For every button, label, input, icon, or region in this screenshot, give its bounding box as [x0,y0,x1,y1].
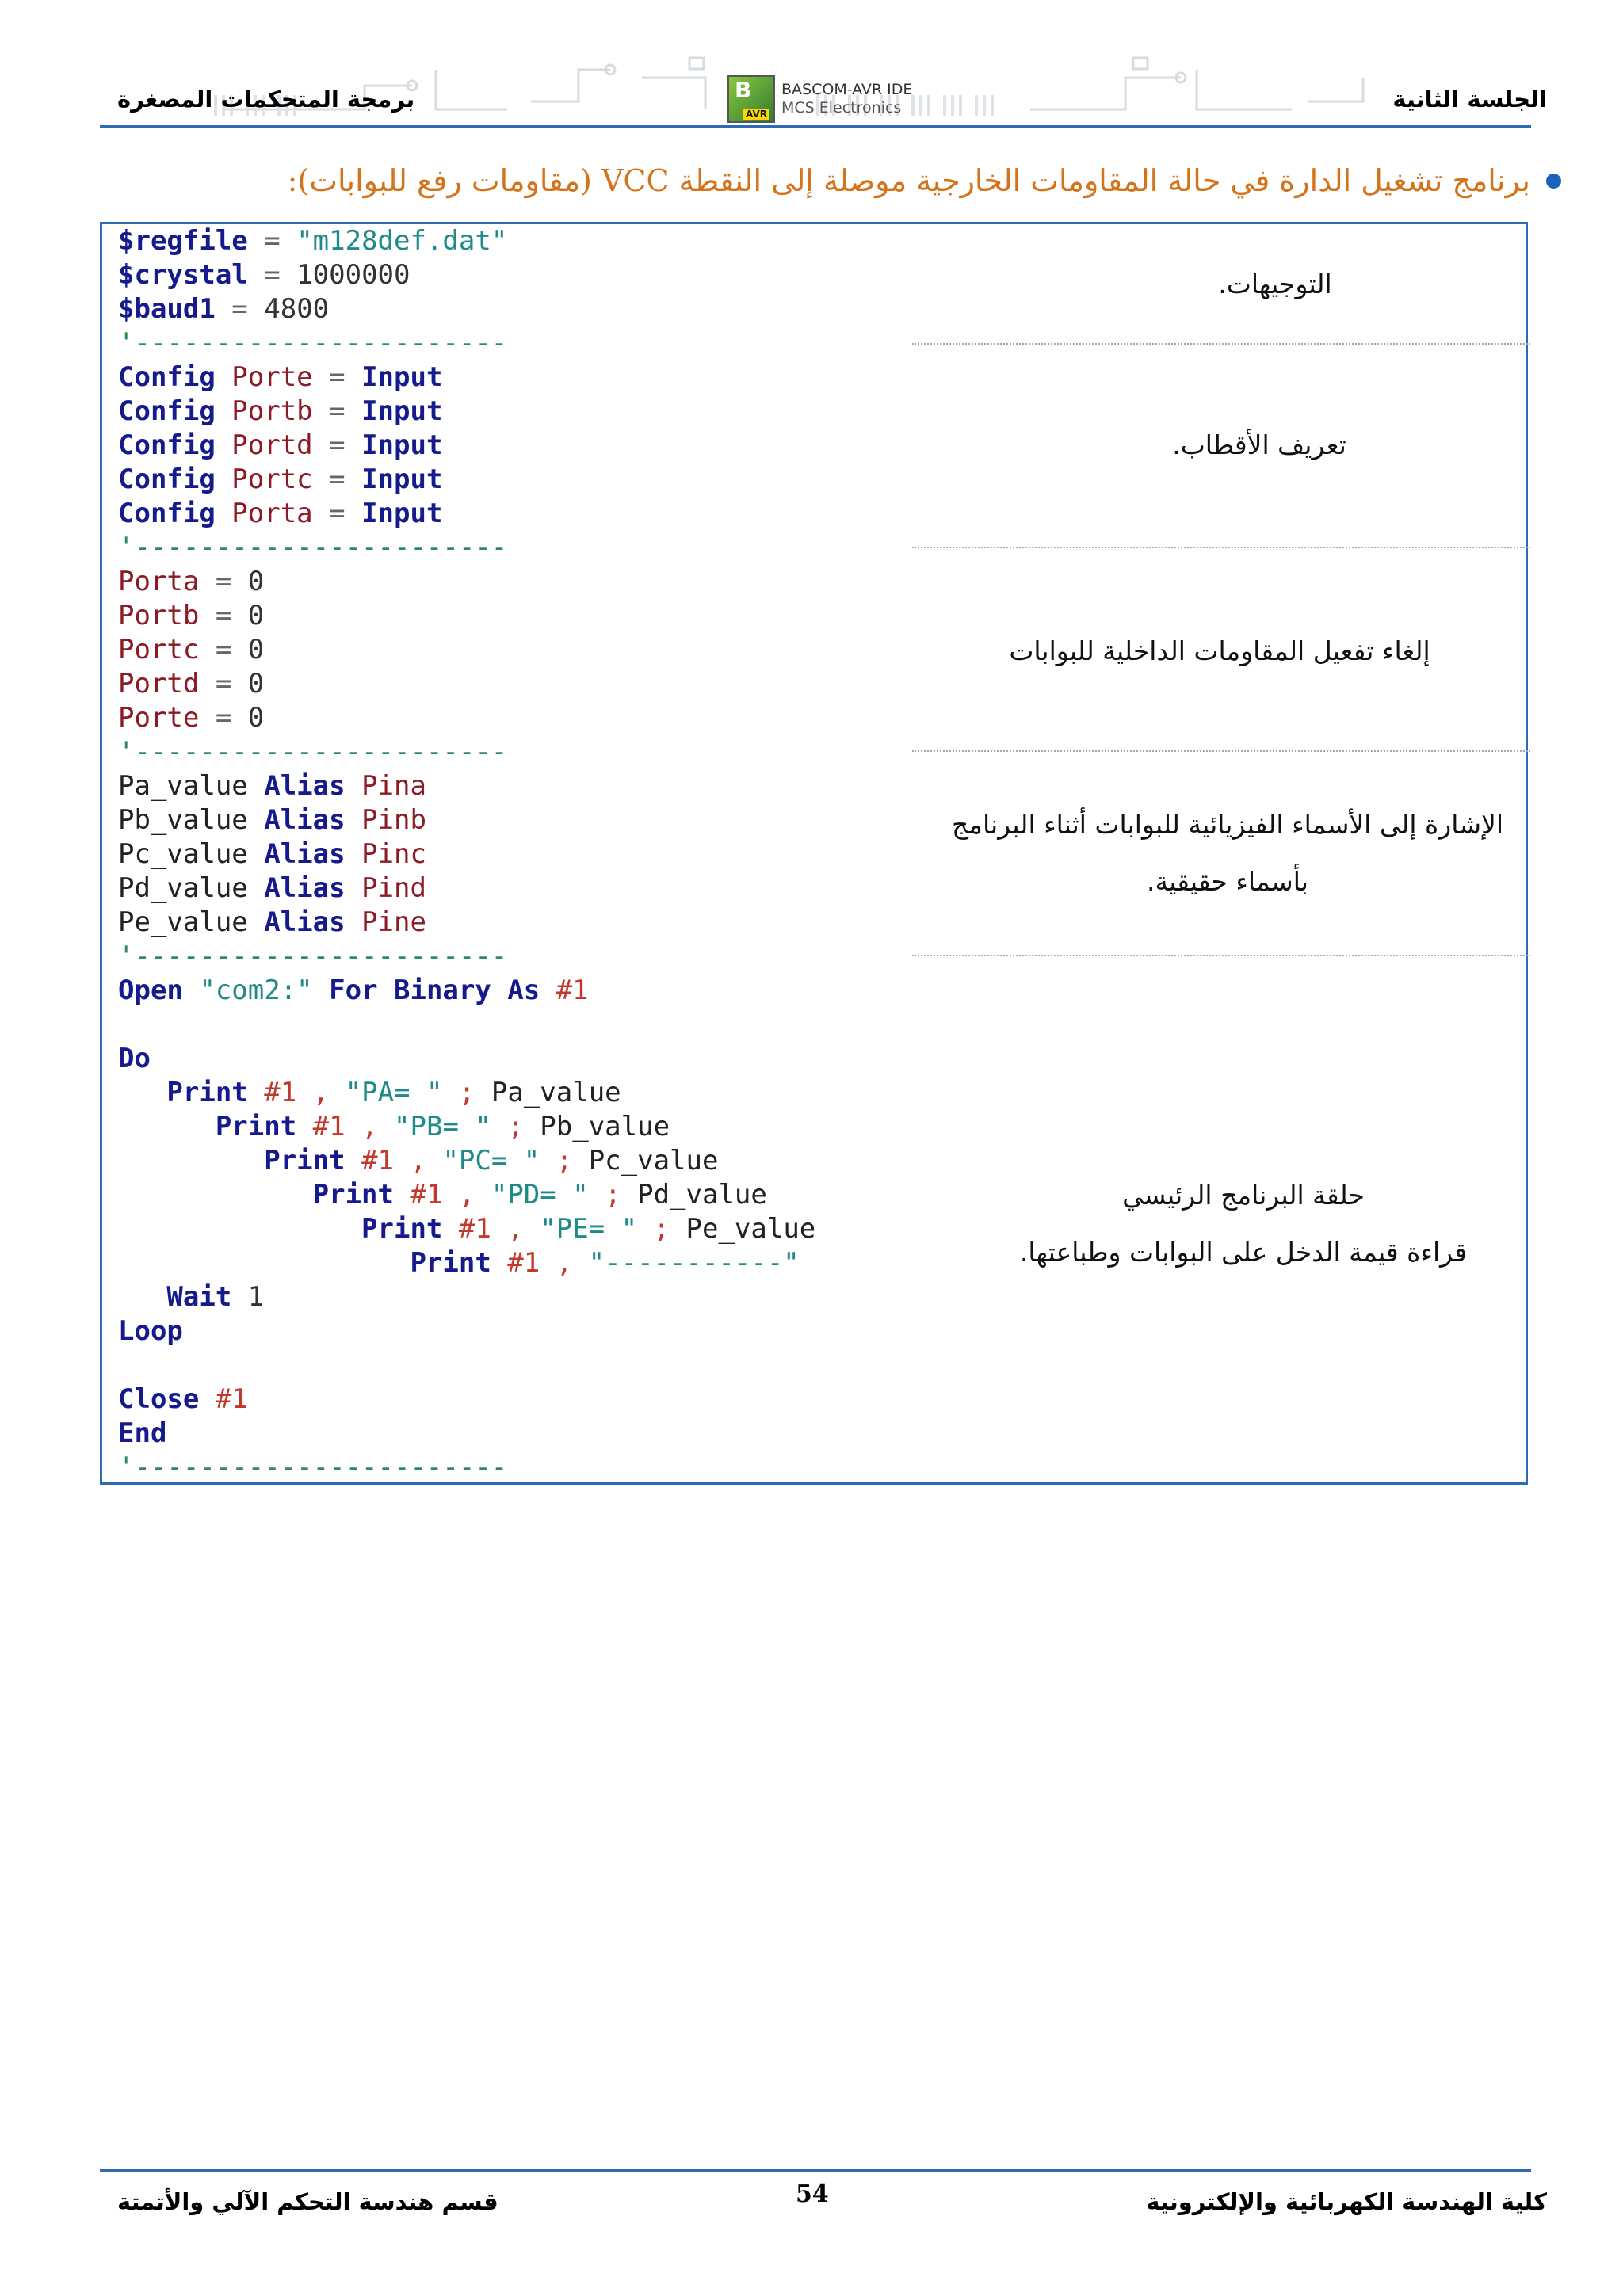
code-line [118,599,815,633]
code-token: Alias [264,770,346,802]
code-token: , [296,1077,346,1108]
code-token: $regfile [118,225,248,257]
code-line [118,1212,815,1246]
code-line [118,360,815,395]
course-title: برمجة المتحكمات المصغرة [117,86,415,113]
code-token: Portc [118,634,200,666]
code-token: = [312,498,362,529]
bascom-logo-icon [727,75,775,123]
note-alias-line-1: الإشارة إلى الأسماء الفيزيائية للبوابات أثناء البرنامج [952,809,1503,840]
code-line [118,1451,815,1485]
code-token: Config [118,395,216,427]
code-token: 0 [247,634,265,666]
code-token: = [199,702,248,734]
code-token: Do [118,1043,151,1074]
footer-divider [100,2169,1531,2172]
code-token: Config [118,498,216,529]
code-line [118,906,815,940]
code-line [118,565,815,599]
logo-badge: AVR [743,109,769,120]
code-token [118,1145,264,1177]
code-token: Pina [345,770,426,802]
code-token: 1000000 [296,259,411,291]
code-token: 0 [247,702,265,734]
department-name: قسم هندسة التحكم الآلي والأتمتة [117,2188,498,2215]
logo-line-1: BASCOM-AVR IDE [781,81,913,98]
code-token: 4800 [264,293,330,325]
code-token: $crystal [118,259,248,291]
code-token [118,1213,361,1245]
code-token: Alias [264,838,346,870]
section-separator [912,343,1530,345]
code-line [118,1417,815,1451]
code-token: = [247,259,297,291]
code-token: Pe_value [685,1213,816,1245]
code-token: '----------------------- [118,327,508,359]
code-token: #1 [199,1383,248,1415]
code-token: Alias [264,906,346,938]
code-token: #1 [394,1179,443,1211]
code-token: Print [166,1077,248,1108]
code-token: , [442,1179,491,1211]
code-line [118,701,815,735]
code-token: Wait [166,1281,232,1313]
code-token: End [118,1417,167,1449]
code-token: Print [410,1247,491,1279]
code-token: Pe_value [118,906,265,938]
code-token: = [312,429,362,461]
code-token: Pa_value [491,1077,621,1108]
code-line [118,531,815,565]
page-number: 54 [796,2180,829,2208]
code-line [118,769,815,803]
code-token: Input [361,395,443,427]
code-line [118,497,815,531]
code-token: "PA= " [345,1077,443,1108]
code-line [118,258,815,292]
code-line [118,1348,815,1383]
code-token: Portd [215,429,313,461]
code-token: Porta [118,566,200,597]
code-line [118,1383,815,1417]
code-listing [118,224,815,1485]
bascom-logo [727,75,912,123]
code-token: ; [588,1179,638,1211]
code-line [118,1178,815,1212]
code-line [118,803,815,837]
code-token: = [312,361,362,393]
code-line [118,940,815,974]
code-token: Porte [118,702,200,734]
note-alias-line-2: بأسماء حقيقية. [1147,866,1308,897]
code-line [118,1144,815,1178]
code-line [118,292,815,326]
faculty-name: كلية الهندسة الكهربائية والإلكترونية [1146,2188,1547,2215]
code-token: Pa_value [118,770,265,802]
code-token: "-----------" [588,1247,800,1279]
code-token: Porte [215,361,313,393]
code-token: Pc_value [118,838,265,870]
code-token: "com2:" [182,974,313,1006]
code-line [118,1280,815,1314]
code-token: Config [118,463,216,495]
code-line [118,429,815,463]
code-token: Print [215,1111,297,1142]
code-token: Pine [345,906,426,938]
session-title: الجلسة الثانية [1392,86,1547,113]
code-token: Open [118,974,183,1006]
code-token: 0 [247,600,265,631]
code-token: Close [118,1383,200,1415]
code-token: Pb_value [540,1111,670,1142]
code-token: Pinb [345,804,426,836]
section-separator [912,750,1530,752]
header-divider [100,125,1531,128]
code-token: = [199,600,248,631]
code-token: = [199,668,248,700]
code-token: , [540,1247,589,1279]
section-heading-text: برنامج تشغيل الدارة في حالة المقاومات الخارجية موصلة إلى النقطة VCC (مقاومات رفع للبوابات): [287,163,1530,198]
code-token: Portd [118,668,200,700]
note-directives: التوجيهات. [1218,269,1332,299]
note-main-loop-line-2: قراءة قيمة الدخل على البوابات وطباعتها. [1019,1237,1468,1268]
code-token [118,1247,410,1279]
code-token: Portb [215,395,313,427]
code-token: Portc [215,463,313,495]
code-token: "PB= " [394,1111,491,1142]
bullet-icon [1546,174,1561,189]
code-token: , [345,1111,395,1142]
code-token: Input [361,429,443,461]
code-token [118,1179,313,1211]
code-token: 1 [231,1281,265,1313]
logo-text [781,81,912,117]
code-token [118,1111,216,1142]
section-separator [912,547,1530,548]
code-line [118,837,815,871]
code-line [118,326,815,360]
code-line [118,667,815,701]
code-token: Print [312,1179,394,1211]
code-line [118,1110,815,1144]
code-line [118,1008,815,1042]
code-token: = [247,225,297,257]
code-token: Loop [118,1315,183,1347]
code-token: Portb [118,600,200,631]
code-token: ; [491,1111,540,1142]
note-pins-definition: تعريف الأقطاب. [1172,429,1346,460]
code-token: For Binary As [312,974,540,1006]
code-line [118,735,815,769]
code-token: ; [540,1145,589,1177]
code-line [118,633,815,667]
code-line [118,1314,815,1348]
code-token: Print [361,1213,443,1245]
code-token: Porta [215,498,313,529]
code-token: '----------------------- [118,940,508,972]
code-token: 0 [247,566,265,597]
code-token: Pc_value [588,1145,719,1177]
code-token: #1 [442,1213,491,1245]
code-token: Config [118,429,216,461]
code-token: , [491,1213,540,1245]
code-line [118,395,815,429]
code-line [118,1042,815,1076]
code-token: ; [637,1213,686,1245]
code-token: "PE= " [540,1213,638,1245]
code-token: #1 [345,1145,395,1177]
note-main-loop-line-1: حلقة البرنامج الرئيسي [1122,1180,1365,1211]
code-token: , [394,1145,443,1177]
code-line [118,974,815,1008]
code-token: '----------------------- [118,1451,508,1483]
code-token: Pind [345,872,426,904]
code-token: 0 [247,668,265,700]
code-line [118,871,815,906]
code-token: #1 [296,1111,346,1142]
code-token: Input [361,361,443,393]
code-token: Pb_value [118,804,265,836]
code-token [118,1077,166,1108]
code-token: ; [442,1077,491,1108]
code-listing-box [100,222,1528,1485]
code-token: "PC= " [442,1145,540,1177]
logo-line-2: MCS Electronics [781,99,902,116]
code-line [118,224,815,258]
code-token: #1 [491,1247,540,1279]
note-disable-internal-resistors: إلغاء تفعيل المقاومات الداخلية للبوابات [1009,635,1430,666]
code-token: #1 [247,1077,297,1108]
code-token: Pinc [345,838,426,870]
code-line [118,1246,815,1280]
code-token: = [312,395,362,427]
code-token [118,1281,166,1313]
note-alias [934,796,1521,910]
code-token: "PD= " [491,1179,589,1211]
code-token: Alias [264,872,346,904]
logo-letter: B [735,77,752,103]
code-token: $baud1 [118,293,216,325]
code-line [118,1076,815,1110]
code-token: = [199,634,248,666]
note-main-loop [966,1167,1521,1281]
code-token: '----------------------- [118,532,508,563]
code-token: Pd_value [637,1179,767,1211]
code-token: Input [361,463,443,495]
code-token: = [215,293,265,325]
code-token: = [312,463,362,495]
code-token: Input [361,498,443,529]
code-token: "m128def.dat" [296,225,508,257]
section-separator [912,955,1530,956]
code-token: Config [118,361,216,393]
code-token: '----------------------- [118,736,508,768]
code-token: #1 [540,974,589,1006]
code-token: = [199,566,248,597]
section-heading [288,163,1561,198]
code-line [118,463,815,497]
code-token: Alias [264,804,346,836]
code-token: Pd_value [118,872,265,904]
code-token: Print [264,1145,346,1177]
